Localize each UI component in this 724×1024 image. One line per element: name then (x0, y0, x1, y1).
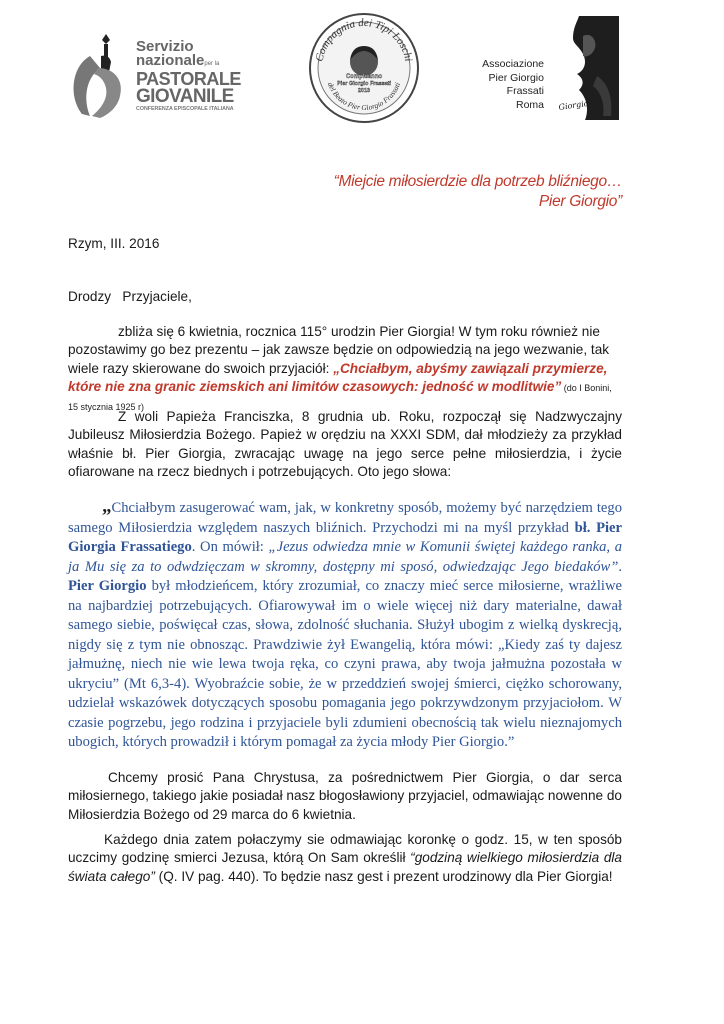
frassati-birthday-seal (308, 12, 420, 124)
quote-text: Chciałbym zasugerować wam, jak, w konkretny sposób, możemy być narzędziem tego samego Miłosierdzia względem naszych bliźnich. Przychodzi mi na myśl przykład (68, 500, 622, 536)
paragraph-4-italic: “godziną wielkiego miłosierdzia dla świata całego” (68, 850, 622, 884)
seal-center-line1: Compleanno (345, 74, 383, 80)
motto (300, 172, 622, 212)
association-line: Frassati (506, 85, 544, 97)
frassati-portrait-image (553, 16, 619, 120)
association-line: Pier Giorgio (488, 71, 544, 84)
logo-line3: PASTORALE (136, 69, 241, 89)
pope-message-quote (68, 497, 622, 753)
pilgrim-figure-icon (68, 30, 138, 120)
letter-greeting: Drodzy Przyjaciele, (68, 289, 192, 304)
logo-line2: nazionale (136, 52, 205, 69)
frassati-quote-red: „Chciałbym, abyśmy zawiązali przymierze, które nie zna granic ziemskich ani limitów czasowych: jedność w modlitwie” (68, 360, 608, 394)
seal-center-line2: Pier Giorgio Frassati (336, 81, 392, 87)
letter-date: Rzym, III. 2016 (68, 236, 160, 251)
logo-wordmark (136, 40, 246, 113)
seal-arc-top: Compagnia dei Tipi Loschi (313, 16, 415, 63)
seal-center-line3: 2013 (357, 88, 371, 94)
association-line: Roma (515, 98, 544, 111)
logo-line5: CONFERENZA EPISCOPALE ITALIANA (136, 106, 234, 112)
quote-text: był młodzieńcem, który zrozumiał, co znaczy mieć serce miłosierne, wrażliwe na najbardziej potrzebujących. Ofiarowywał im o wiele więcej niż dary materialne, dawał samego siebie, poświęcał czas, słowa, zdolność słuchania. Służył ubogim z wielką dyskrecją, nigdy się z tym nie obnosząc. Prawdziwie żył Ewangelią, która mówi: „Kiedy zaś ty dajesz jałmużnę, niech nie wie lewa twoja ręka, co czyni prawa, aby twoja jałmużna pozostała w ukryciu” (Mt 6,3-4). Wyobraźcie sobie, że w przeddzień swojej śmierci, ciężko schorowany, udzielał wskazówek dotyczących sposobu pomagania jego pokrzywdzonym przyjaciołom. W czasie pogrzebu, jego rodzina i przyjaciele byli zdumieni obecnością tak wielu nieznajomych ubogich, których prowadził i którym pomagał za życia młody Pier Giorgio.” (68, 578, 622, 750)
logo-line4: GIOVANILE (136, 86, 234, 107)
quote-italic-citation: „Jezus odwiedza mnie w Komunii świętej każdego ranka, a ja Mu się za to odwdzięczam w skromny, dostępny mi sposó, odwiedzając Jego biedaków” (68, 539, 622, 575)
motto-line1: “Miejcie miłosierdzie dla potrzeb bliźniego… (333, 173, 622, 190)
association-name (474, 58, 544, 112)
motto-line2: Pier Giorgio” (538, 193, 622, 210)
paragraph-1 (68, 323, 622, 416)
quote-bold-name: Pier Giorgio (68, 578, 147, 594)
paragraph-4-text: (Q. IV pag. 440). To będzie nasz gest i prezent urodzinowy dla Pier Giorgia! (154, 868, 613, 884)
association-line: Associazione (482, 58, 544, 70)
quote-open-mark: „ (102, 496, 112, 517)
logo-line2-small: per la (204, 61, 220, 67)
paragraph-1-text: zbliża się 6 kwietnia, rocznica 115° urodzin Pier Giorgia! W tym roku również nie pozostawimy go bez prezentu – jak zawsze będzie on odpowiedzią na jego wezwanie, tak wiele razy skierowane do swoich przyjaciół: (68, 324, 610, 376)
logo-line1: Servizio (136, 38, 194, 55)
paragraph-4 (68, 831, 622, 886)
quote-bold-name: bł. Pier Giorgia Frassatiego (68, 519, 622, 555)
quote-text: . (618, 558, 622, 575)
quote-text: . On mówił: (191, 539, 269, 555)
paragraph-2: Z woli Papieża Franciszka, 8 grudnia ub. Roku, rozpoczął się Nadzwyczajny Jubileusz Miłosierdzia Bożego. Papież w orędziu na XXXI SDM, dał młodzieży za przykład właśnie bł. Pier Giorgia, zwracając uwagę na jego serce pełne miłosierdzia, i życie ofiarowane na rzecz biednych i potrzebujących. Oto jego słowa: (68, 409, 622, 479)
paragraph-3: Chcemy prosić Pana Chrystusa, za pośrednictwem Pier Giorgia, o dar serca miłosiernego, takiego jakie posiadał nasz błogosławiony przyjaciel, odmawiając nowenne do Miłosierdzia Bożego od 29 marca do 6 kwietnia. (68, 770, 622, 822)
pastorale-giovanile-logo (68, 30, 243, 120)
seal-arc-bottom: del Beato Pier Giorgio Frassati (325, 81, 403, 113)
quote-source: (do I Bonini, 15 stycznia 1925 r) (68, 382, 612, 413)
portrait-signature: Giorgio (558, 98, 590, 112)
paragraph-4-text: Każdego dnia zatem połaczymy sie odmawiając koronkę o godz. 15, w ten sposób uczcimy godzinę smierci Jezusa, którą On Sam określił (68, 832, 622, 866)
